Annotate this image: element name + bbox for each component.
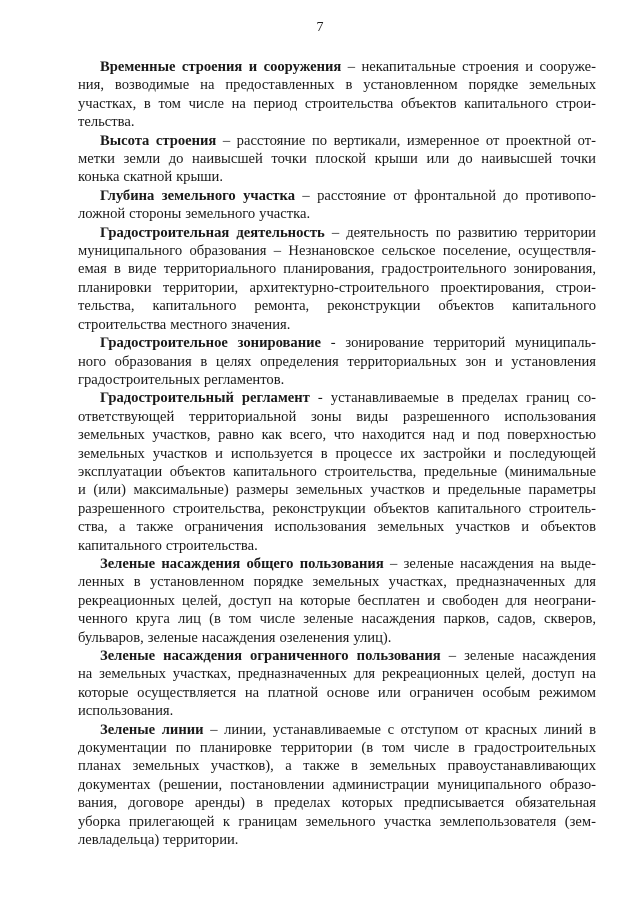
paragraph-line: [78, 168, 596, 186]
definition-text: которые осуществляется на платной основе или ограничен особым режимом: [78, 684, 596, 701]
defined-term: Глубина земельного участка: [100, 187, 296, 204]
definition-text: емая в виде территориального планирования, градостроительного зонирования,: [78, 261, 596, 278]
paragraph-line: [78, 721, 596, 739]
page-number: 7: [316, 20, 324, 35]
paragraph-line: [78, 316, 596, 334]
paragraph-line: [78, 592, 596, 610]
paragraph-line: [78, 113, 596, 131]
defined-term: Градостроительный регламент: [100, 390, 310, 407]
paragraph-line: [78, 224, 596, 242]
definition-text: планах земельных участков), а также в земельных правоустанавливающих: [78, 758, 596, 775]
paragraph-line: [78, 610, 596, 628]
definition-text: тельства, капитального ремонта, реконструкции объектов капитального: [78, 298, 596, 315]
paragraph-line: [78, 58, 596, 76]
paragraph-line: [78, 813, 596, 831]
definition-text: земельных участков, равно как всего, что находится над и под поверхностью: [78, 427, 596, 444]
paragraph-line: [78, 481, 596, 499]
paragraph-line: [78, 702, 596, 720]
definition-text: планировки территории, архитектурно-строительного проектирования, строи-: [78, 279, 596, 296]
definition-text: ния, возводимые на предоставленных в установленном порядке земельных: [78, 77, 596, 94]
definition-paragraph: [78, 58, 596, 132]
paragraph-line: [78, 573, 596, 591]
definition-text: строительства местного значения.: [78, 316, 291, 333]
definition-text: использования.: [78, 703, 174, 720]
paragraph-line: [78, 739, 596, 757]
defined-term: Высота строения: [100, 132, 217, 149]
defined-term: Зеленые насаждения ограниченного пользования: [100, 648, 441, 664]
definition-paragraph: [78, 187, 596, 224]
paragraph-line: [78, 334, 596, 352]
definition-text: ного образования в целях определения территориальных зон и установления: [78, 353, 596, 370]
paragraph-line: [78, 279, 596, 297]
definition-paragraph: [78, 555, 596, 647]
definition-text: – зеленые насаждения: [440, 648, 596, 664]
paragraph-line: [78, 629, 596, 647]
definition-text: – некапитальные строения и сооруже-: [341, 59, 597, 75]
paragraph-line: [78, 794, 596, 812]
paragraph-line: [78, 242, 596, 260]
definition-paragraph: [78, 224, 596, 334]
paragraph-line: [78, 389, 596, 407]
document-body: [78, 58, 596, 849]
definition-text: ленных в установленном порядке земельных участках, предназначенных для: [78, 574, 596, 591]
paragraph-line: [78, 150, 596, 168]
paragraph-line: [78, 95, 596, 113]
paragraph-line: [78, 205, 596, 223]
definition-text: ченного круга лиц (в том числе зеленые насаждения парков, садов, скверов,: [78, 611, 596, 628]
definition-text: ложной стороны земельного участка.: [78, 206, 311, 223]
definition-text: эксплуатации объектов капитального строительства, предельные (минимальные: [78, 463, 596, 480]
definition-text: - зонирование территорий муниципаль-: [321, 335, 596, 352]
definition-text: – линии, устанавливаемые с отступом от красных линий в: [203, 721, 596, 738]
definition-text: на земельных участках, предназначенных для рекреационных целей, доступ на: [78, 666, 596, 683]
definition-text: земельных участков и используется в процессе их застройки и последующей: [78, 445, 596, 462]
definition-text: – расстояние по вертикали, измеренное от проектной от-: [216, 132, 596, 149]
paragraph-line: [78, 831, 596, 849]
definition-text: конька скатной крыши.: [78, 169, 223, 186]
definition-text: ответствующей территориальной зоны виды разрешенного использования: [78, 408, 596, 425]
paragraph-line: [78, 445, 596, 463]
defined-term: Градостроительное зонирование: [100, 335, 322, 352]
definition-text: – расстояние от фронтальной до противопо-: [295, 187, 597, 204]
paragraph-line: [78, 76, 596, 94]
definition-paragraph: [78, 647, 596, 721]
paragraph-line: [78, 500, 596, 518]
paragraph-line: [78, 463, 596, 481]
definition-paragraph: [78, 132, 596, 187]
definition-text: метки земли до наивысшей точки плоской крыши или до наивысшей точки: [78, 151, 596, 168]
paragraph-line: [78, 537, 596, 555]
paragraph-line: [78, 371, 596, 389]
definition-text: документах (решении, постановлении администрации муниципального образо-: [78, 776, 596, 793]
definition-text: муниципального образования – Незнановское сельское поселение, осуществля-: [78, 243, 596, 260]
paragraph-line: [78, 426, 596, 444]
definition-text: разрешенного строительства, реконструкции объектов капитального строитель-: [78, 500, 596, 517]
defined-term: Градостроительная деятельность: [100, 224, 325, 241]
definition-text: уборка прилегающей к границам земельного участка землепользователя (зем-: [78, 813, 596, 830]
definition-text: - устанавливаемые в пределах границ со-: [309, 390, 596, 407]
paragraph-line: [78, 353, 596, 371]
paragraph-line: [78, 132, 596, 150]
definition-text: ства, а также ограничения использования земельных участков и объектов: [78, 519, 596, 536]
paragraph-line: [78, 555, 596, 573]
paragraph-line: [78, 187, 596, 205]
paragraph-line: [78, 665, 596, 683]
definition-text: участках, в том числе на период строительства объектов капитального строи-: [78, 95, 596, 112]
paragraph-line: [78, 297, 596, 315]
defined-term: Зеленые линии: [100, 721, 204, 738]
definition-text: капитального строительства.: [78, 537, 258, 554]
definition-text: – зеленые насаждения на выде-: [383, 555, 596, 572]
definition-text: градостроительных регламентов.: [78, 371, 285, 388]
defined-term: Зеленые насаждения общего пользования: [100, 555, 384, 572]
definition-text: рекреационных целей, доступ на которые бесплатен и свободен для неограни-: [78, 592, 596, 609]
paragraph-line: [78, 757, 596, 775]
paragraph-line: [78, 776, 596, 794]
definition-text: вания, договоре аренды) в пределах которых предписывается обязательная: [78, 795, 596, 812]
paragraph-line: [78, 408, 596, 426]
paragraph-line: [78, 647, 596, 665]
definition-text: тельства.: [78, 114, 135, 131]
paragraph-line: [78, 518, 596, 536]
definition-text: левладельца) территории.: [78, 832, 239, 849]
definition-paragraph: [78, 721, 596, 850]
definition-text: – деятельность по развитию территории: [324, 224, 596, 241]
defined-term: Временные строения и сооружения: [100, 59, 342, 75]
definition-text: документации по планировке территории (в том числе в градостроительных: [78, 740, 596, 757]
definition-text: и (или) максимальные) размеры земельных участков и предельные параметры: [78, 482, 596, 499]
paragraph-line: [78, 260, 596, 278]
definition-paragraph: [78, 334, 596, 389]
definition-text: бульваров, зеленые насаждения озеленения улиц).: [78, 629, 392, 646]
definition-paragraph: [78, 389, 596, 555]
paragraph-line: [78, 684, 596, 702]
